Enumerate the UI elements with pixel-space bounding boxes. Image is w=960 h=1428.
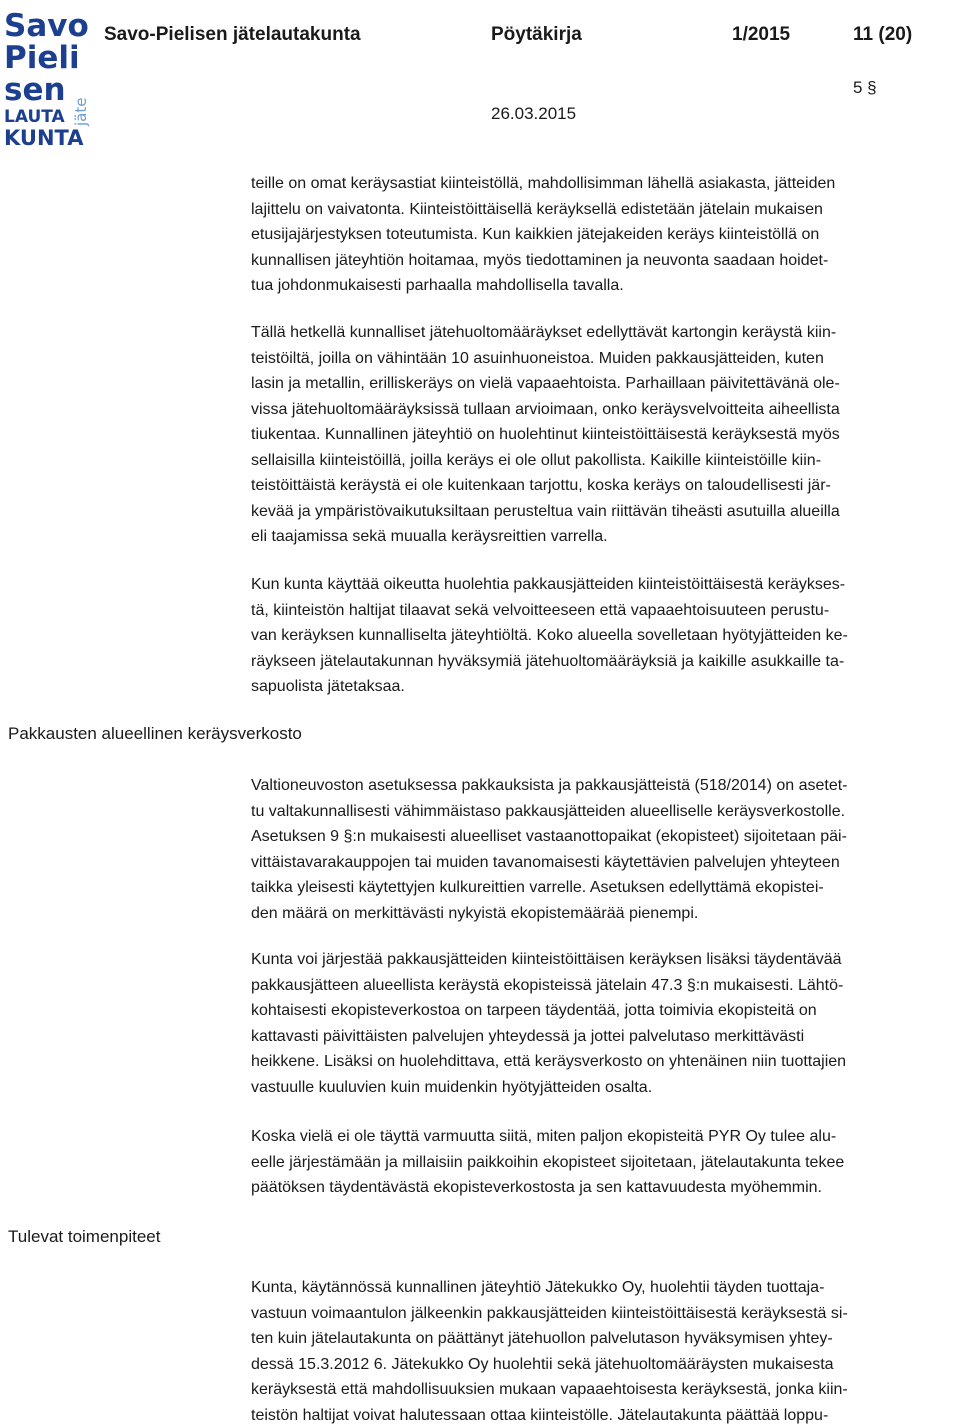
text-line: van keräyksen kunnalliselta jäteyhtiöltä. Koko alueella sovelletaan hyötyjätteiden ke- bbox=[251, 623, 960, 649]
document-type: Pöytäkirja bbox=[491, 24, 582, 46]
logo-word-kunta: KUNTA bbox=[4, 126, 84, 148]
text-line: vastuulle kuuluvien kuin muidenkin hyötyjätteiden osalta. bbox=[251, 1075, 960, 1101]
side-heading-future-actions: Tulevat toimenpiteet bbox=[8, 1227, 160, 1247]
logo-word-pieli: Pieli bbox=[4, 40, 80, 76]
logo-word-sen: sen bbox=[4, 72, 66, 108]
organization-logo bbox=[4, 6, 90, 148]
logo-word-jate: jäte bbox=[72, 98, 90, 127]
document-number: 1/2015 bbox=[732, 24, 790, 46]
text-line: eelle järjestämään ja millaisiin paikkoihin ekopisteet sijoitetaan, jätelautakunta tekee bbox=[251, 1150, 960, 1176]
text-line: eli taajamissa sekä muualla keräysreittien varrella. bbox=[251, 524, 960, 550]
paragraph-7 bbox=[251, 1275, 960, 1428]
text-line: etusijajärjestyksen toteutumista. Kun kaikkien jätejakeiden keräys kiinteistöllä on bbox=[251, 222, 960, 248]
text-line: teistön haltijat voivat halutessaan ottaa kiinteistölle. Jätelautakunta päättää loppu- bbox=[251, 1403, 960, 1428]
text-line: teistöittäistä keräystä ei ole kuitenkaan tarjottu, koska keräys on taloudellisesti jär- bbox=[251, 473, 960, 499]
paragraph-3 bbox=[251, 572, 960, 700]
text-line: tua johdonmukaisesti parhaalla mahdollisella tavalla. bbox=[251, 273, 960, 299]
paragraph-5 bbox=[251, 947, 960, 1100]
text-line: tu valtakunnallisesti vähimmäistaso pakkausjätteiden alueelliselle keräysverkostolle. bbox=[251, 799, 960, 825]
text-line: vastuun voimaantulon jälkeenkin pakkausjätteiden kiinteistöittäisestä keräyksestä si- bbox=[251, 1301, 960, 1327]
text-line: dessä 15.3.2012 6. Jätekukko Oy huolehtii sekä jätehuoltomääräysten mukaisesta bbox=[251, 1352, 960, 1378]
text-line: den määrä on merkittävästi nykyistä ekopistemäärää pienempi. bbox=[251, 901, 960, 927]
meeting-date: 26.03.2015 bbox=[491, 104, 576, 124]
paragraph-4 bbox=[251, 773, 960, 926]
side-heading-collection-network: Pakkausten alueellinen keräysverkosto bbox=[8, 724, 302, 744]
text-line: lasin ja metallin, erilliskeräys on vielä vapaaehtoista. Parhaillaan päivitettävänä ole- bbox=[251, 371, 960, 397]
text-line: Kunta voi järjestää pakkausjätteiden kiinteistöittäisen keräyksen lisäksi täydentävää bbox=[251, 947, 960, 973]
text-line: keräyksestä että mahdollisuuksien mukaan vapaaehtoisesta keräyksestä, jonka kiin- bbox=[251, 1377, 960, 1403]
organization-name: Savo-Pielisen jätelautakunta bbox=[104, 24, 361, 46]
text-line: taikka yleisesti käytettyjen kulkureittien varrelle. Asetuksen edellyttämä ekopistei- bbox=[251, 875, 960, 901]
logo-word-savo: Savo bbox=[4, 8, 89, 44]
text-line: ten kuin jätelautakunta on päättänyt jätehuollon palvelutason hyväksymisen yhtey- bbox=[251, 1326, 960, 1352]
text-line: Koska vielä ei ole täyttä varmuutta siitä, miten paljon ekopisteitä PYR Oy tulee alu- bbox=[251, 1124, 960, 1150]
text-line: teistöiltä, joilla on vähintään 10 asuinhuoneistoa. Muiden pakkausjätteiden, kuten bbox=[251, 346, 960, 372]
text-line: teille on omat keräysastiat kiinteistöllä, mahdollisimman lähellä asiakasta, jätteiden bbox=[251, 171, 960, 197]
text-line: tä, kiinteistön haltijat tilaavat sekä velvoitteeseen että vapaaehtoisuuteen perustu- bbox=[251, 598, 960, 624]
text-line: vittäistavarakauppojen tai muiden tavanomaisesti käytettävien palvelujen yhteyteen bbox=[251, 850, 960, 876]
page-number: 11 (20) bbox=[853, 24, 912, 46]
text-line: kattavasti päivittäisten palvelujen yhteydessä ja jottei palvelutaso merkittävästi bbox=[251, 1024, 960, 1050]
text-line: kohtaisesti ekopisteverkostoa on tarpeen täydentää, jotta toimivia ekopisteitä on bbox=[251, 998, 960, 1024]
text-line: kunnallisen jäteyhtiön hoitamaa, myös tiedottaminen ja neuvonta saadaan hoidet- bbox=[251, 248, 960, 274]
text-line: kevää ja ympäristövaikutuksiltaan perusteltua vain riittävän tiheästi asutuilla alueilla bbox=[251, 499, 960, 525]
text-line: heikkene. Lisäksi on huolehdittava, että keräysverkosto on yhtenäinen niin tuottajien bbox=[251, 1049, 960, 1075]
text-line: sellaisilla kiinteistöillä, joilla keräys ei ole ollut pakollista. Kaikille kiinteistöille kiin- bbox=[251, 448, 960, 474]
text-line: Kunta, käytännössä kunnallinen jäteyhtiö Jätekukko Oy, huolehtii täyden tuottaja- bbox=[251, 1275, 960, 1301]
text-line: Asetuksen 9 §:n mukaisesti alueelliset vastaanottopaikat (ekopisteet) sijoitetaan päi- bbox=[251, 824, 960, 850]
text-line: vissa jätehuoltomääräyksissä tullaan arvioimaan, onko keräysvelvoitteita aiheellista bbox=[251, 397, 960, 423]
text-line: tiukentaa. Kunnallinen jäteyhtiö on huolehtinut kiinteistöittäisestä keräyksestä myös bbox=[251, 422, 960, 448]
paragraph-6 bbox=[251, 1124, 960, 1201]
text-line: lajittelu on vaivatonta. Kiinteistöittäisellä keräyksellä edistetään jätelain mukaisen bbox=[251, 197, 960, 223]
text-line: räykseen jätelautakunnan hyväksymiä jätehuoltomääräyksiä ja kaikille asukkaille ta- bbox=[251, 649, 960, 675]
text-line: Kun kunta käyttää oikeutta huolehtia pakkausjätteiden kiinteistöittäisestä keräykses- bbox=[251, 572, 960, 598]
text-line: Tällä hetkellä kunnalliset jätehuoltomääräykset edellyttävät kartongin keräystä kiin- bbox=[251, 320, 960, 346]
text-line: pakkausjätteen alueellista keräystä ekopisteissä jätelain 47.3 §:n mukaisesti. Lähtö- bbox=[251, 973, 960, 999]
text-line: Valtioneuvoston asetuksessa pakkauksista ja pakkausjätteistä (518/2014) on asetet- bbox=[251, 773, 960, 799]
text-line: päätöksen täydentävästä ekopisteverkostosta ja sen kattavuudesta myöhemmin. bbox=[251, 1175, 960, 1201]
logo-word-lauta: LAUTA bbox=[4, 107, 66, 127]
section-number: 5 § bbox=[853, 78, 877, 98]
paragraph-2 bbox=[251, 320, 960, 550]
text-line: sapuolista jätetaksaa. bbox=[251, 674, 960, 700]
paragraph-1 bbox=[251, 171, 960, 299]
